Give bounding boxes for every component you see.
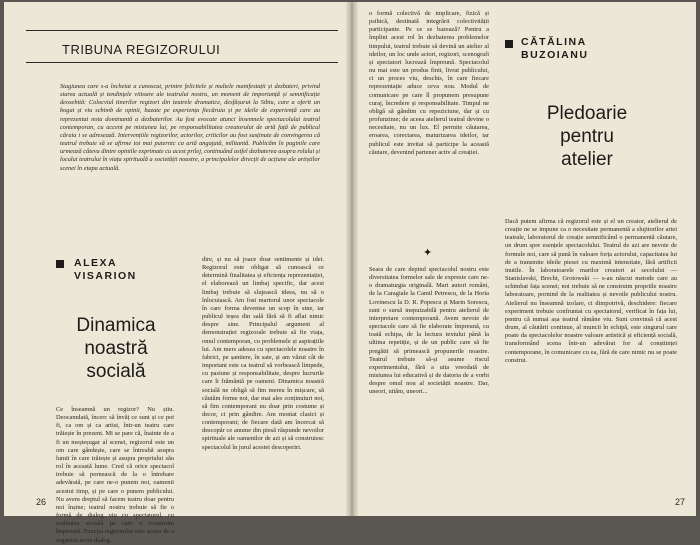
author-first-name: CĂTĂLINA <box>521 36 587 48</box>
author-last-name: BUZOIANU <box>521 49 589 61</box>
left-page <box>4 2 346 544</box>
article-column-2: dire, și nu să joace doar sentimente și idei. Regizorul este obligat să cunoască ce determină finalitatea și eficiența reprezentației, el elaborează un limbaj specific, dar acest limbaj trebuie să slujească ideea, nu să o înlocuiască. Am fost martorul unor spectacole în care forma devenise un scop în sine, iar publicul ieșea din sală fără să fi aflat nimic despre sine. Principalul argument al demonstrației regizorale trebuie să fie viața, omul contemporan, cu problemele și aspirațiile lui. Am mers adesea cu spectacolele noastre în fabrici, pe șantiere, în sate, și am văzut cât de important este ca teatrul să vorbească limpede, cu pasiune și responsabilitate, despre lucrurile care îi frământă pe oameni. Dinamica noastră socială ne obligă să fim mereu în mișcare, să căutăm forme noi, dar mai ales conținuturi noi, să fim contemporani nu doar prin costume și decor, ci prin gândire. Am montat clasici și contemporani; de fiecare dată am încercat să descopăr ce anume din piesă răspunde nevoilor spirituale ale oamenilor de azi și să construiesc spectacolul în jurul acestei descoperiri. <box>202 256 324 451</box>
header-top-rule <box>26 30 338 31</box>
article-title-line-3: atelier <box>561 149 613 170</box>
author-first-name: ALEXA <box>74 257 118 269</box>
article-column-1-bottom: Seara de care depind spectacolul nostru este diversitatea formelor sale de expresie care ne-o dramaturgia originală. Mari autori români, de la Caragiale la Camil Petrescu, de la Horia Lovinescu la D. R. Popescu și Marin Sorescu, sunt o sursă inepuizabilă pentru atelierul de interpretare contemporană. Avem nevoie de spectacole care să fie elaborate împreună, cu toată echipa, de la lectura textului până la ultima repetiție, și de un public care să fie pregătit să primească propunerile noastre. Teatrul trebuie să-și asume riscul experimentului, fără a uita vreodată de misiunea lui educativă și de datoria de a vorbi despre omul nou al societății noastre. Dar, uneori, uităm, uneori... <box>369 266 489 396</box>
article-title <box>539 102 635 171</box>
article-title-line-1: Pledoarie <box>546 103 628 124</box>
author-marker <box>505 40 513 48</box>
page-number-right: 27 <box>675 497 686 507</box>
author-name <box>74 257 154 283</box>
section-header: TRIBUNA REGIZORULUI <box>62 42 221 57</box>
intro-text: Stagiunea care s-a încheiat a cunoscut, printre felicitele și multele manifestații și dezbateri, privind starea actuală și tendințele viitoare ale teatrului nostru, un moment de importanță și semnificație deosebită: Colocviul tinerilor regizori din teatrele dramatice, desfășurat la Sibiu, care a oferit un bogat și viu schimb de opinii, bazate pe experiența fiecăruia și pe ideile de experiență care au reprezentat nota dominantă a dezbaterilor. Au fost evocate atunci însemnele spectacolului teatral contemporan, cu accent pe misiunea lui, pe responsabilitatea creatorului de artă față de publicul căruia i se adresează. Intervențiile regizorilor, actorilor, criticilor au fost susținute de convingerea că teatrul trebuie să se afirme tot mai puternic ca artă angajată, militantă. Publicăm în paginile care urmează câteva dintre opiniile exprimate cu acest prilej, continuând astfel dezbaterea asupra rolului și locului teatrului în viața spirituală a societății noastre, a principalelor direcții de acțiune ale artiștilor scenei în etapa actuală. <box>60 83 320 172</box>
article-title-line-2: pentru <box>560 126 614 147</box>
article-title: Dinamica noastră socială <box>76 315 156 382</box>
author-last-name: VISARION <box>74 270 137 282</box>
article-column-1-top: o formă colectivă de implicare, fizică și psihică, destinată integrării colectivității participante. Pe ce se bazează? Pentru a împlini acest rol în dezbaterea problemelor timpului, teatrul trebuie să devină un atelier al ideilor, un loc unde actori, regizori, scenografi și spectatori lucrează împreună. Spectacolul nu mai este un produs finit, livrat publicului, ci un proces viu, deschis, în care fiecare reprezentație aduce ceva nou. Modul de comunicare pe care îl propunem presupune curaj, încredere și responsabilitate. Timpul ne obligă să gândim cu repeziciune, dar și cu profunzime; de aceea atelierul teatral devine o necesitate, nu un lux. El permite căutarea, eroarea, corectarea, maturizarea ideilor, iar publicul este invitat să participe la această căutare, devenind partener activ al creației. <box>369 10 489 156</box>
author-marker <box>56 260 64 268</box>
article-column-1: Ce înseamnă un regizor? Nu știu. Deocamdată, încerc să învăț ce sunt și ce pot fi, ca om și ca artist, într-un teatru care trăiește în prezent. Mi se pare că, înainte de a fi un meșteșugar al scenei, regizorul este un om care gândește, care se întreabă asupra lumii în care trăiește și asupra propriului său rol în această lume. Cred că orice spectacol trebuie să pornească de la o întrebare adevărată, pe care ne-o punem noi, oamenii acestui timp, și pe care o punem publicului. Nu avem dreptul să facem teatru doar pentru noi înșine; teatrul nostru trebuie să fie o formă de dialog viu cu spectatorul, cu realitatea socială pe care o construim împreună. Funcția regizorului este aceea de a organiza acest dialog. <box>56 406 174 544</box>
book-gutter <box>345 2 359 516</box>
article-column-2: Dacă putem afirma că regizorul este și el un creator, atelierul de creație ne se impune ca o necesitate permanentă a slujitorilor artei teatrale, laboratorul de creație semnificând o permanentă căutare, un drum spre esențele spectacolului. Teatrul de azi are nevoie de formule noi, care să pună în valoare forța actorului, capacitatea lui de a transmite ideile piesei cu maximă intensitate, fără artificii inutile. În laboratoarele marilor creatori ai secolului — Stanislavski, Brecht, Grotowski — s-au născut metode care au schimbat fața scenei; noi trebuie să ne construim propriile noastre laboratoare, pornind de la realitatea și nevoile publicului nostru. Atelierul nu înseamnă izolare, ci dimpotrivă, deschidere: fiecare experiment trebuie confruntat cu spectatorul, verificat în fața lui, pentru că numai așa teatrul rămâne viu. Sunt convinsă că acest drum, al căutării continue, al muncii în echipă, este singurul care poate da spectacolelor noastre valoare artistică și eficiență socială, transformând scena într-un adevărat for al conștiinței contemporane, în comunicare cu ea, fără de care nimic nu se poate construi. <box>505 218 677 364</box>
right-page <box>359 2 696 516</box>
page-number-left: 26 <box>36 497 47 507</box>
separator-star: ✦ <box>423 247 433 259</box>
header-bottom-rule <box>26 62 338 63</box>
magazine-spread <box>4 2 696 544</box>
author-name <box>521 36 631 62</box>
